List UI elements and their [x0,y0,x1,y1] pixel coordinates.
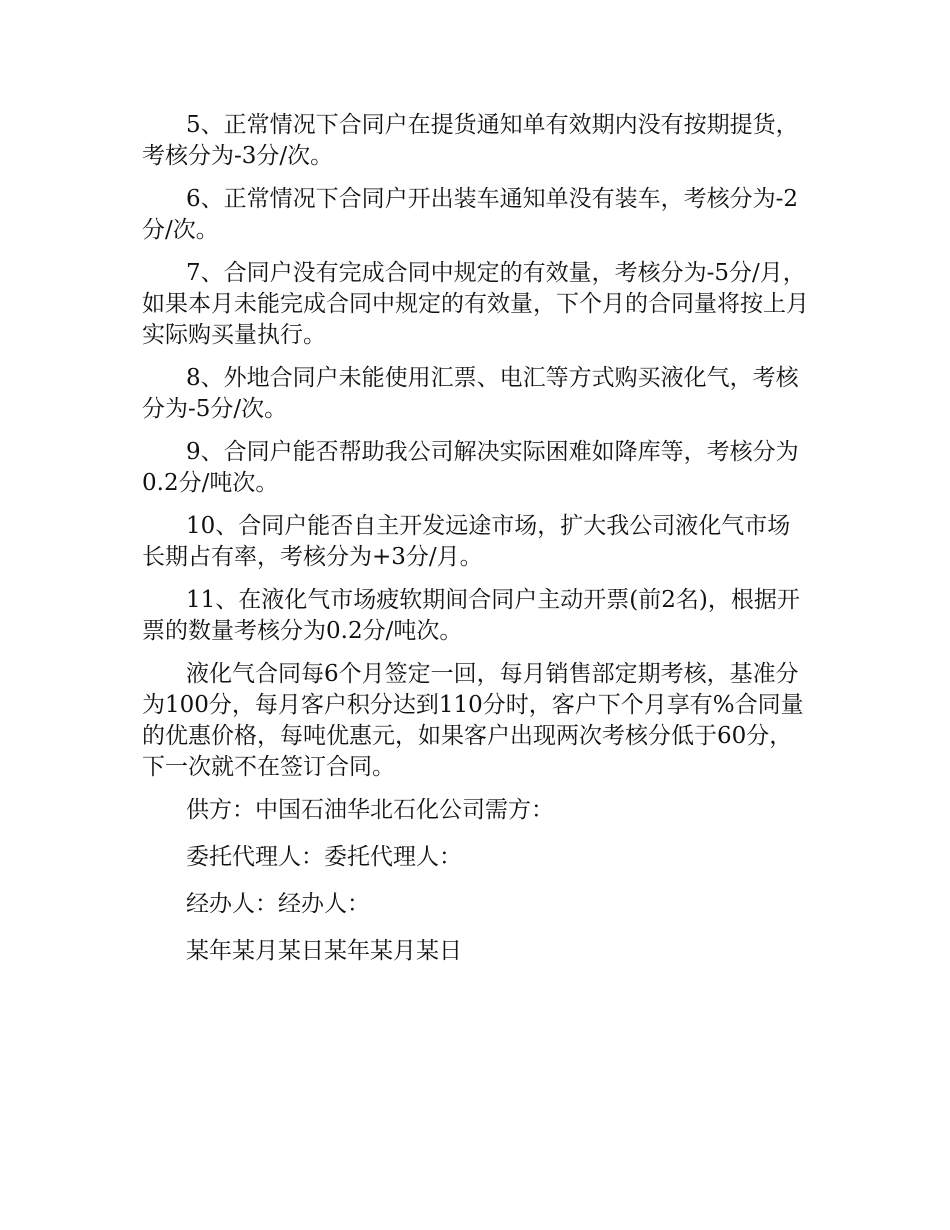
clause-11: 11、在液化气市场疲软期间合同户主动开票(前2名)，根据开票的数量考核分为0.2分/吨次。 [142,587,800,644]
clause-10: 10、合同户能否自主开发远途市场，扩大我公司液化气市场长期占有率，考核分为+3分/月。 [142,513,791,570]
signature-handlers: 经办人：经办人： [186,891,370,917]
clause-5: 5、正常情况下合同户在提货通知单有效期内没有按期提货，考核分为-3分/次。 [142,112,799,169]
signature-dates: 某年某月某日某年某月某日 [186,938,462,964]
signature-parties: 供方：中国石油华北石化公司需方： [186,797,554,823]
contract-terms-paragraph: 液化气合同每6个月签定一回，每月销售部定期考核，基准分为100分，每月客户积分达到110分时，客户下个月享有%合同量的优惠价格，每吨优惠元，如果客户出现两次考核分低于60分，下一次就不在签订合同。 [142,661,804,780]
document-body [142,110,812,983]
clause-9: 9、合同户能否帮助我公司解决实际困难如降库等，考核分为0.2分/吨次。 [142,439,799,496]
clause-6: 6、正常情况下合同户开出装车通知单没有装车，考核分为-2分/次。 [142,186,799,243]
signature-agents: 委托代理人：委托代理人： [186,844,462,870]
clause-7: 7、合同户没有完成合同中规定的有效量，考核分为-5分/月，如果本月未能完成合同中规定的有效量，下个月的合同量将按上月实际购买量执行。 [142,260,809,348]
clause-8: 8、外地合同户未能使用汇票、电汇等方式购买液化气，考核分为-5分/次。 [142,365,799,422]
